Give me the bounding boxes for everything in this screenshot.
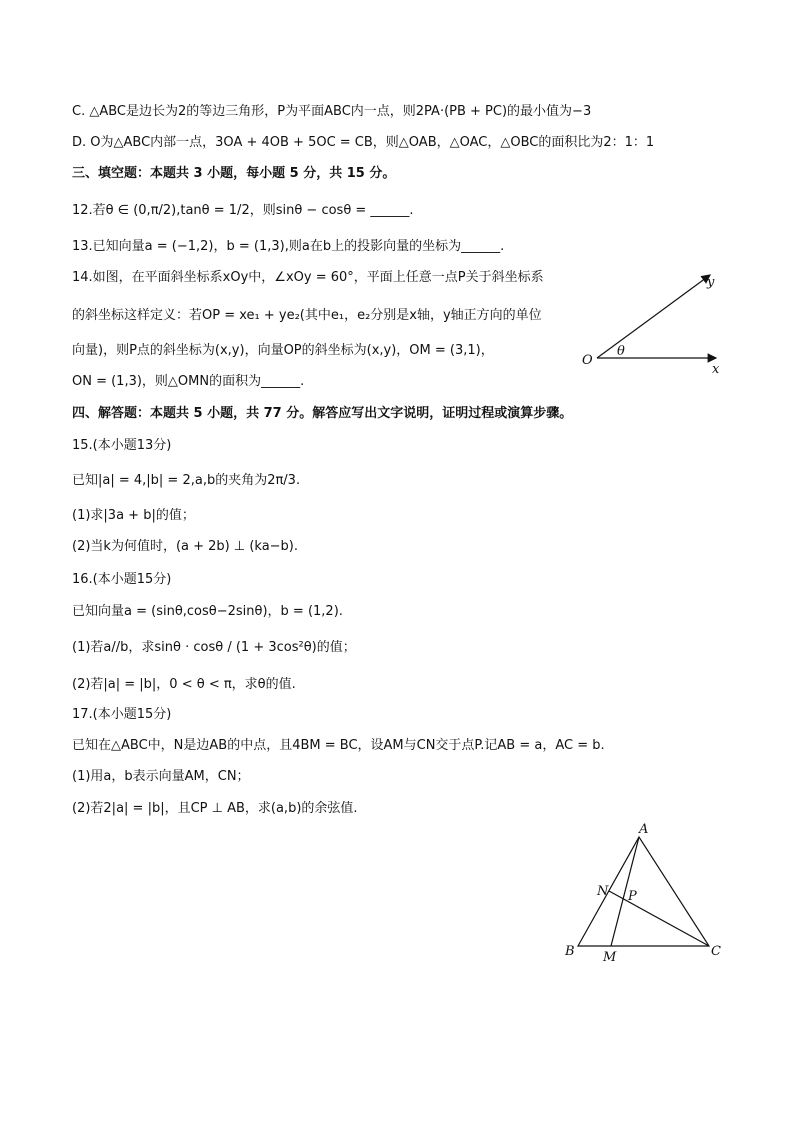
question-17-stem: 已知在△ABC中，N是边AB的中点，且4BM = BC，设AM与CN交于点P.记AB = a，AC = b.	[72, 738, 605, 753]
question-16-part-2: (2)若|a| = |b|，0 < θ < π，求θ的值.	[72, 677, 296, 692]
question-17-header: 17.(本小题15分)	[72, 707, 172, 722]
point-n-label: N	[597, 884, 609, 899]
angle-label: θ	[617, 344, 625, 359]
option-c: C. △ABC是边长为2的等边三角形，P为平面ABC内一点，则2PA·(PB + PC)的最小值为−3	[72, 104, 592, 119]
vertex-c-label: C	[711, 944, 721, 959]
question-15-part-2: (2)当k为何值时，(a + 2b) ⊥ (ka−b).	[72, 539, 299, 554]
segment-cn	[609, 891, 709, 946]
question-15-part-1: (1)求|3a + b|的值；	[72, 508, 195, 523]
vertex-a-label: A	[639, 822, 649, 837]
section-solution-heading: 四、解答题：本题共 5 小题，共 77 分。解答应写出文字说明，证明过程或演算步骤。	[72, 406, 573, 421]
question-15-header: 15.(本小题13分)	[72, 438, 172, 453]
question-16-part-1: (1)若a//b，求sinθ · cosθ / (1 + 3cos²θ)的值；	[72, 640, 356, 655]
y-axis-label: y	[707, 275, 715, 290]
x-axis-label: x	[712, 362, 720, 377]
question-14-line-1: 14.如图，在平面斜坐标系xOy中，∠xOy = 60°，平面上任意一点P关于斜坐标系	[72, 270, 544, 285]
question-17-part-1: (1)用a，b表示向量AM，CN；	[72, 769, 250, 784]
vertex-b-label: B	[565, 944, 575, 959]
question-14-line-4: ON = (1,3)，则△OMN的面积为______.	[72, 374, 305, 389]
question-15-stem: 已知|a| = 4,|b| = 2,a,b的夹角为2π/3.	[72, 473, 301, 488]
point-m-label: M	[603, 950, 617, 965]
question-16-header: 16.(本小题15分)	[72, 572, 172, 587]
question-14-line-3: 向量)，则P点的斜坐标为(x,y)，向量OP的斜坐标为(x,y)，OM = (3,1)，	[72, 343, 494, 358]
section-fill-blank-heading: 三、填空题：本题共 3 小题，每小题 5 分，共 15 分。	[72, 166, 396, 181]
question-16-stem: 已知向量a = (sinθ,cosθ−2sinθ)，b = (1,2).	[72, 604, 343, 619]
origin-label: O	[582, 353, 593, 368]
option-d: D. O为△ABC内部一点，3OA + 4OB + 5OC = CB，则△OAB，△OAC，△OBC的面积比为2：1：1	[72, 135, 655, 150]
question-12: 12.若θ ∈ (0,π/2),tanθ = 1/2，则sinθ − cosθ = ______.	[72, 203, 414, 218]
question-17-part-2: (2)若2|a| = |b|，且CP ⊥ AB，求(a,b)的余弦值.	[72, 801, 358, 816]
question-14-line-2: 的斜坐标这样定义：若OP = xe₁ + ye₂(其中e₁，e₂分别是x轴，y轴正方向的单位	[72, 308, 542, 323]
question-13: 13.已知向量a = (−1,2)，b = (1,3),则a在b上的投影向量的坐标为______.	[72, 239, 505, 254]
point-p-label: P	[628, 889, 637, 904]
